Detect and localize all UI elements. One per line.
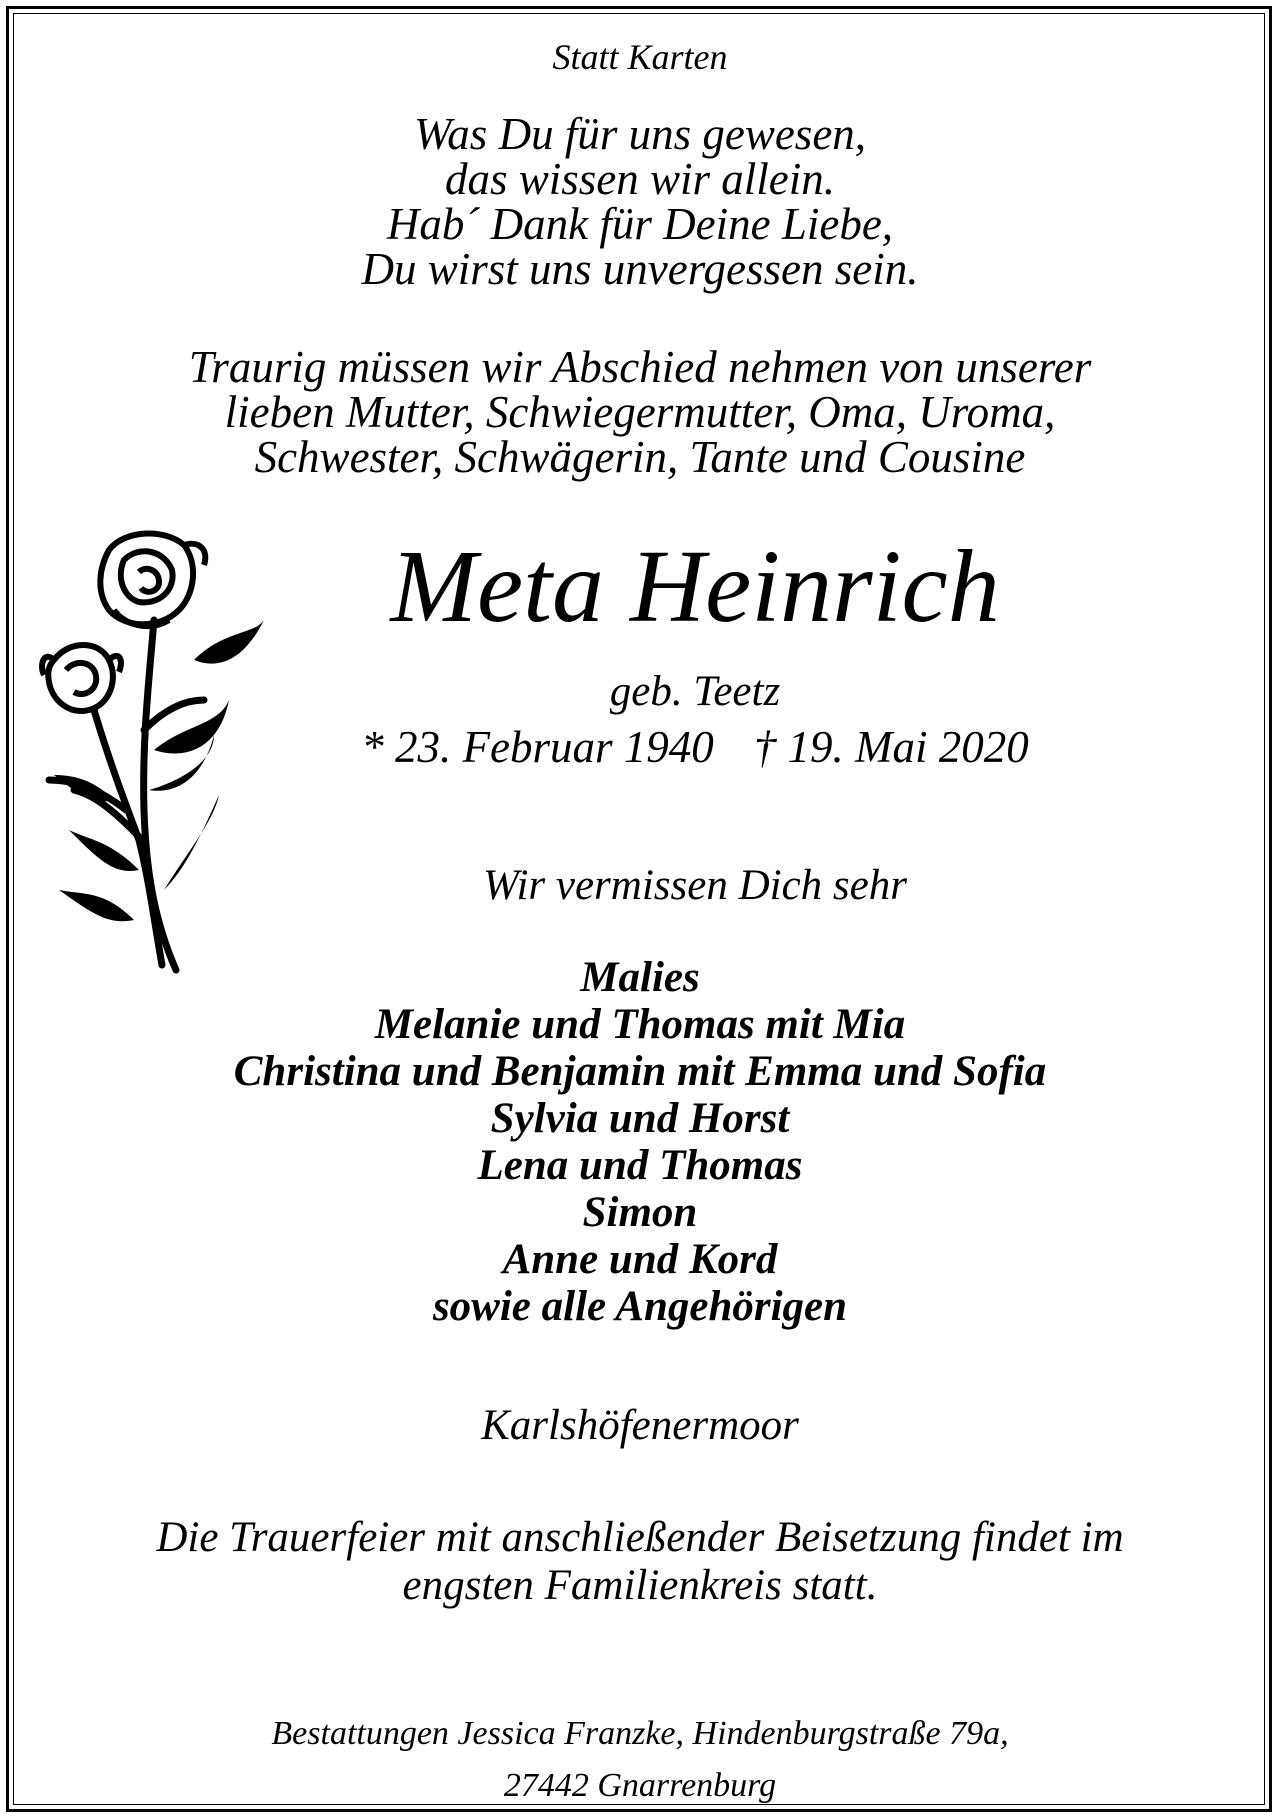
deceased-name: [55, 529, 1280, 644]
undertaker-info: [0, 1708, 1280, 1812]
family-list: [0, 954, 1280, 1330]
undertaker-line: 27442 Gnarrenburg: [503, 1767, 777, 1804]
header-line: Statt Karten: [552, 37, 728, 77]
death-date: † 19. Mai 2020: [753, 722, 1029, 772]
place-line: Karlshöfenermoor: [481, 1402, 799, 1449]
header-text: [0, 32, 1280, 82]
birth-name-line: geb. Teetz: [609, 668, 781, 715]
dates-line: [55, 722, 1280, 772]
intro-line: Traurig müssen wir Abschied nehmen von unserer: [188, 342, 1092, 392]
intro-text: [0, 342, 1280, 482]
poem-line: Hab´ Dank für Deine Liebe,: [386, 199, 894, 249]
poem-line: Du wirst uns unvergessen sein.: [361, 244, 919, 294]
poem-line: Was Du für uns gewesen,: [413, 109, 867, 159]
ceremony-notice: [0, 1514, 1280, 1610]
ceremony-line: Die Trauerfeier mit anschließender Beisetzung findet im: [156, 1514, 1124, 1561]
life-dates: [55, 722, 1280, 772]
family-line: Simon: [582, 1189, 698, 1236]
undertaker-line: Bestattungen Jessica Franzke, Hindenburgstraße 79a,: [271, 1715, 1009, 1752]
family-line: Christina und Benjamin mit Emma und Sofia: [233, 1048, 1047, 1095]
intro-line: Schwester, Schwägerin, Tante und Cousine: [254, 432, 1026, 482]
message-line: Wir vermissen Dich sehr: [483, 862, 907, 909]
name-line: Meta Heinrich: [390, 529, 1000, 644]
poem: [0, 109, 1280, 294]
place: [0, 1402, 1280, 1450]
message: [55, 862, 1280, 910]
family-line: Anne und Kord: [502, 1236, 778, 1283]
family-line: Melanie und Thomas mit Mia: [374, 1001, 906, 1048]
family-line: Lena und Thomas: [477, 1142, 803, 1189]
poem-line: das wissen wir allein.: [444, 154, 836, 204]
family-line: sowie alle Angehörigen: [432, 1283, 848, 1330]
birth-name: [55, 668, 1280, 716]
ceremony-line: engsten Familienkreis statt.: [402, 1562, 878, 1609]
intro-line: lieben Mutter, Schwiegermutter, Oma, Uroma,: [224, 387, 1056, 437]
family-line: Sylvia und Horst: [490, 1095, 790, 1142]
birth-date: * 23. Februar 1940: [361, 722, 714, 772]
family-line: Malies: [580, 954, 700, 1001]
